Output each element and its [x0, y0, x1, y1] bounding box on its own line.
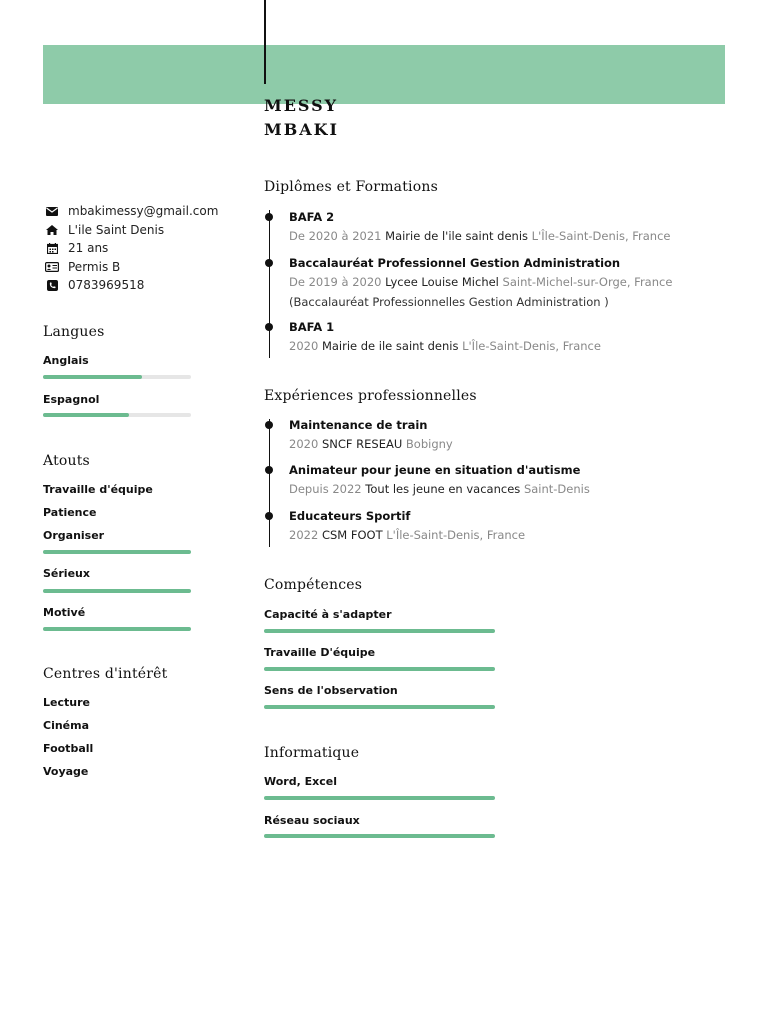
diplome-description: (Baccalauréat Professionnelles Gestion Administration ) — [289, 295, 609, 309]
competences-heading: Compétences — [264, 577, 363, 593]
home-icon — [45, 225, 59, 235]
contact-phone-text: 0783969518 — [68, 278, 145, 293]
diplome-org: Mairie de l'ile saint denis — [385, 229, 529, 243]
informatique-item: Réseau sociaux — [264, 814, 360, 827]
atout-item: Sérieux — [43, 567, 90, 580]
language-espagnol-level — [43, 413, 129, 417]
experience-org: CSM FOOT — [321, 528, 383, 542]
diplome-date: De 2020 à 2021 — [289, 229, 382, 243]
diplome-title: BAFA 2 — [289, 210, 335, 224]
interet-item: Lecture — [43, 696, 90, 709]
competence-bar — [264, 705, 495, 709]
candidate-name — [264, 94, 339, 142]
experience-date: 2022 — [289, 528, 319, 542]
timeline-dot — [265, 259, 273, 267]
contact-phone — [45, 276, 218, 295]
experience-place: Bobigny — [405, 437, 453, 451]
atout-bar — [43, 589, 191, 593]
contact-license-text: Permis B — [68, 259, 121, 274]
last-name: MBAKI — [264, 120, 340, 139]
experience-title: Animateur pour jeune en situation d'autisme — [289, 463, 581, 477]
header-band — [43, 45, 725, 104]
contact-address-text: L'ile Saint Denis — [68, 222, 165, 237]
diplome-title: BAFA 1 — [289, 320, 335, 334]
timeline-dot — [265, 421, 273, 429]
diplome-place: L'Île-Saint-Denis, France — [462, 339, 601, 353]
experience-meta — [289, 482, 590, 496]
contact-email — [45, 202, 218, 221]
header-rule — [264, 0, 266, 84]
experience-place: Saint-Denis — [523, 482, 590, 496]
informatique-bar — [264, 796, 495, 800]
interet-item: Football — [43, 742, 94, 755]
phone-icon — [45, 280, 59, 291]
experience-title: Maintenance de train — [289, 418, 428, 432]
experience-meta — [289, 437, 453, 451]
langues-heading: Langues — [43, 324, 105, 340]
timeline-dot — [265, 466, 273, 474]
envelope-icon — [45, 207, 59, 216]
contact-license — [45, 258, 218, 277]
diplome-date: De 2019 à 2020 — [289, 275, 382, 289]
diplome-meta — [289, 229, 671, 243]
informatique-bar — [264, 834, 495, 838]
competence-item: Travaille D'équipe — [264, 646, 376, 659]
diplome-meta — [289, 339, 601, 353]
diplome-place: L'Île-Saint-Denis, France — [531, 229, 671, 243]
informatique-heading: Informatique — [264, 745, 360, 761]
diplome-meta — [289, 275, 672, 289]
diplome-date: 2020 — [289, 339, 319, 353]
contact-address — [45, 221, 218, 240]
experience-date: 2020 — [289, 437, 319, 451]
atout-item: Motivé — [43, 606, 86, 619]
contact-list — [45, 202, 218, 295]
experience-title: Educateurs Sportif — [289, 509, 411, 523]
atout-bar — [43, 627, 191, 631]
experiences-heading: Expériences professionnelles — [264, 388, 477, 404]
experience-org: SNCF RESEAU — [321, 437, 403, 451]
language-anglais: Anglais — [43, 354, 89, 367]
timeline-dot — [265, 512, 273, 520]
diplomes-timeline — [269, 210, 271, 358]
interet-item: Cinéma — [43, 719, 90, 732]
contact-age — [45, 239, 218, 258]
experience-meta — [289, 528, 525, 542]
language-anglais-level — [43, 375, 142, 379]
atout-item: Patience — [43, 506, 97, 519]
atout-item: Organiser — [43, 529, 105, 542]
experience-date: Depuis 2022 — [289, 482, 362, 496]
experiences-timeline — [269, 419, 271, 547]
competence-item: Capacité à s'adapter — [264, 608, 392, 621]
id-card-icon — [45, 262, 59, 272]
experience-org: Tout les jeune en vacances — [365, 482, 521, 496]
language-espagnol: Espagnol — [43, 393, 100, 406]
diplome-place: Saint-Michel-sur-Orge, France — [502, 275, 673, 289]
calendar-icon — [45, 243, 59, 254]
first-name: MESSY — [264, 96, 339, 115]
informatique-item: Word, Excel — [264, 775, 337, 788]
atout-bar — [43, 550, 191, 554]
timeline-dot — [265, 323, 273, 331]
interets-heading: Centres d'intérêt — [43, 666, 168, 682]
competence-item: Sens de l'observation — [264, 684, 398, 697]
timeline-dot — [265, 213, 273, 221]
interet-item: Voyage — [43, 765, 89, 778]
contact-email-text: mbakimessy@gmail.com — [68, 204, 219, 219]
competence-bar — [264, 629, 495, 633]
atout-item: Travaille d'équipe — [43, 483, 153, 496]
diplome-org: Lycee Louise Michel — [385, 275, 499, 289]
diplome-title: Baccalauréat Professionnel Gestion Administration — [289, 256, 621, 270]
experience-place: L'Île-Saint-Denis, France — [386, 528, 526, 542]
contact-age-text: 21 ans — [68, 241, 109, 256]
diplomes-heading: Diplômes et Formations — [264, 179, 438, 195]
competence-bar — [264, 667, 495, 671]
diplome-org: Mairie de ile saint denis — [321, 339, 459, 353]
atouts-heading: Atouts — [43, 453, 90, 469]
